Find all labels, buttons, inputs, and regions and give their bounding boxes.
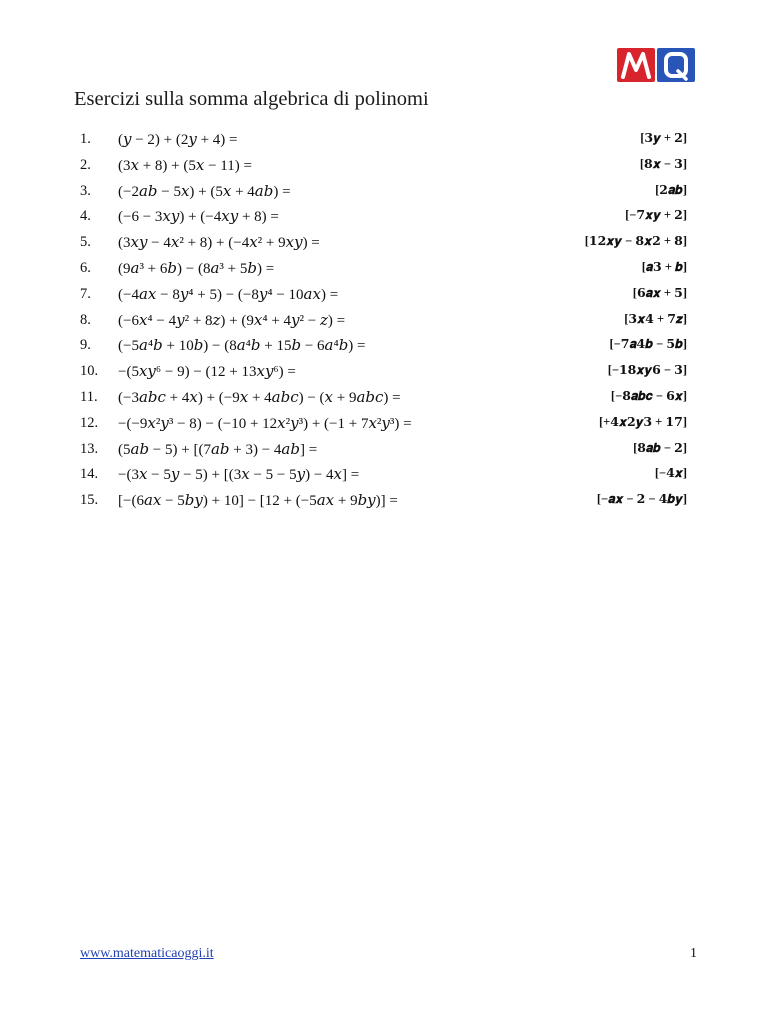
exercise-answer: [𝟔𝒂𝒙 + 𝟓]	[632, 285, 687, 300]
exercise-row	[0, 385, 768, 411]
exercise-expression: −(−9𝑥²𝑦³ − 8) − (−10 + 12𝑥²𝑦³) + (−1 + 7𝑥²𝑦³) =	[118, 415, 412, 432]
exercise-answer: [−𝟕𝒙𝒚 + 𝟐]	[625, 208, 687, 223]
page-title: Esercizi sulla somma algebrica di polinomi	[74, 88, 429, 110]
exercise-row	[0, 462, 768, 488]
exercise-expression: (−4𝑎𝑥 − 8𝑦⁴ + 5) − (−8𝑦⁴ − 10𝑎𝑥) =	[118, 286, 339, 303]
exercise-expression: −(5𝑥𝑦⁶ − 9) − (12 + 13𝑥𝑦⁶) =	[118, 364, 296, 381]
exercise-expression: (−6 − 3𝑥𝑦) + (−4𝑥𝑦 + 8) =	[118, 209, 279, 226]
exercise-expression: (3𝑥𝑦 − 4𝑥² + 8) + (−4𝑥² + 9𝑥𝑦) =	[118, 235, 320, 252]
exercise-answer: [𝒂𝟑 + 𝒃]	[641, 259, 687, 274]
exercise-row	[0, 359, 768, 385]
exercise-answer: [−𝒂𝒙 − 𝟐 − 𝟒𝒃𝒚]	[596, 492, 687, 507]
exercise-row	[0, 282, 768, 308]
exercise-number: 9.	[80, 337, 91, 354]
exercise-row	[0, 411, 768, 437]
exercise-expression: (−6𝑥⁴ − 4𝑦² + 8𝑧) + (9𝑥⁴ + 4𝑦² − 𝑧) =	[118, 312, 346, 329]
exercise-number: 4.	[80, 208, 91, 225]
exercise-row	[0, 179, 768, 205]
exercise-row	[0, 153, 768, 179]
exercise-answer: [−𝟏𝟖𝒙𝒚𝟔 − 𝟑]	[607, 363, 687, 378]
exercise-number: 14.	[80, 466, 99, 483]
exercise-row	[0, 333, 768, 359]
exercise-number: 7.	[80, 285, 91, 302]
exercise-expression: (3𝑥 + 8) + (5𝑥 − 11) =	[118, 157, 252, 174]
exercise-list	[0, 127, 768, 514]
exercise-number: 5.	[80, 234, 91, 251]
exercise-answer: [𝟑𝒙𝟒 + 𝟕𝒛]	[624, 311, 687, 326]
exercise-row	[0, 488, 768, 514]
exercise-number: 13.	[80, 440, 99, 457]
exercise-answer: [−𝟕𝒂𝟒𝒃 − 𝟓𝒃]	[609, 337, 687, 352]
logo	[617, 44, 697, 84]
exercise-row	[0, 127, 768, 153]
exercise-expression: [−(6𝑎𝑥 − 5𝑏𝑦) + 10] − [12 + (−5𝑎𝑥 + 9𝑏𝑦)] =	[118, 493, 398, 510]
exercise-number: 3.	[80, 182, 91, 199]
exercise-number: 10.	[80, 363, 99, 380]
exercise-answer: [𝟖𝒙 − 𝟑]	[639, 156, 687, 171]
exercise-expression: (−2𝑎𝑏 − 5𝑥) + (5𝑥 + 4𝑎𝑏) =	[118, 183, 291, 200]
exercise-number: 8.	[80, 311, 91, 328]
exercise-row	[0, 308, 768, 334]
exercise-number: 12.	[80, 414, 99, 431]
exercise-answer: [𝟏𝟐𝒙𝒚 − 𝟖𝒙𝟐 + 𝟖]	[584, 234, 687, 249]
exercise-answer: [𝟑𝒚 + 𝟐]	[640, 131, 687, 145]
exercise-expression: −(3𝑥 − 5𝑦 − 5) + [(3𝑥 − 5 − 5𝑦) − 4𝑥] =	[118, 467, 360, 484]
exercise-answer: [+𝟒𝒙𝟐𝒚𝟑 + 𝟏𝟕]	[598, 414, 687, 429]
exercise-answer: [−𝟒𝒙]	[654, 466, 687, 481]
exercise-number: 15.	[80, 492, 99, 509]
exercise-number: 2.	[80, 156, 91, 173]
exercise-expression: (−3𝑎𝑏𝑐 + 4𝑥) + (−9𝑥 + 4𝑎𝑏𝑐) − (𝑥 + 9𝑎𝑏𝑐) =	[118, 389, 401, 406]
footer-website-link[interactable]: www.matematicaoggi.it	[80, 946, 214, 961]
page-number: 1	[690, 946, 697, 961]
exercise-expression: (9𝑎³ + 6𝑏) − (8𝑎³ + 5𝑏) =	[118, 260, 275, 277]
exercise-row	[0, 204, 768, 230]
exercise-expression: (𝑦 − 2) + (2𝑦 + 4) =	[118, 132, 238, 148]
exercise-expression: (−5𝑎⁴𝑏 + 10𝑏) − (8𝑎⁴𝑏 + 15𝑏 − 6𝑎⁴𝑏) =	[118, 338, 366, 355]
exercise-answer: [−𝟖𝒂𝒃𝒄 − 𝟔𝒙]	[610, 388, 687, 403]
exercise-expression: (5𝑎𝑏 − 5) + [(7𝑎𝑏 + 3) − 4𝑎𝑏] =	[118, 441, 318, 458]
exercise-number: 1.	[80, 131, 91, 147]
exercise-row	[0, 230, 768, 256]
exercise-answer: [𝟐𝒂𝒃]	[655, 182, 687, 197]
exercise-number: 6.	[80, 259, 91, 276]
exercise-answer: [𝟖𝒂𝒃 − 𝟐]	[633, 440, 687, 455]
exercise-row	[0, 256, 768, 282]
exercise-number: 11.	[80, 388, 98, 405]
exercise-row	[0, 437, 768, 463]
